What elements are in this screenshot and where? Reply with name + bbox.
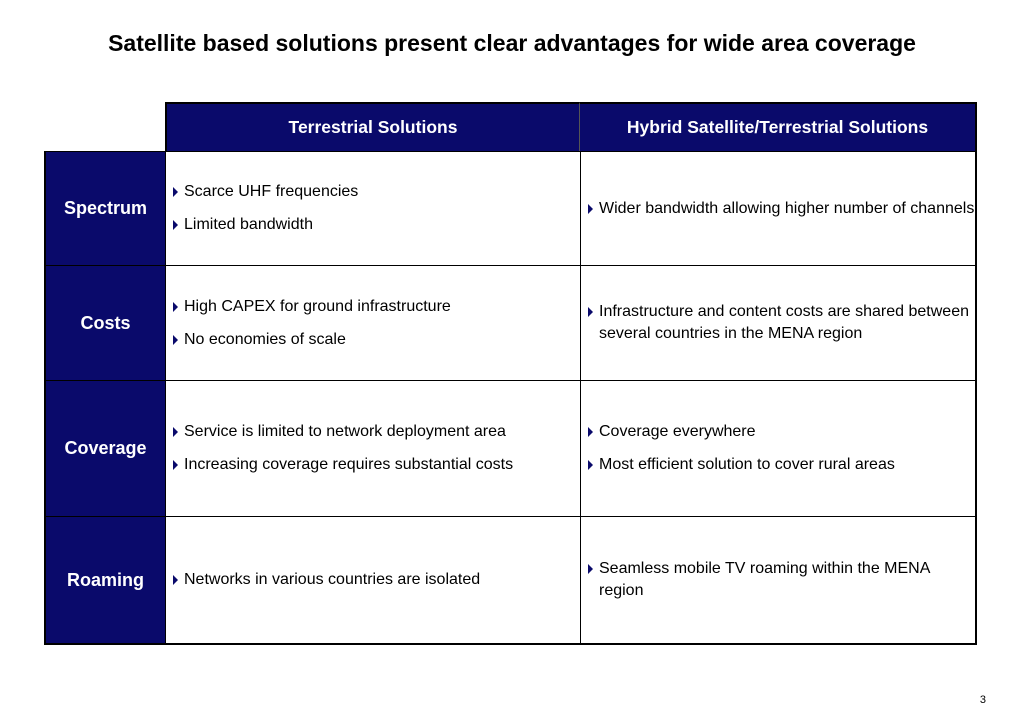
list-item: Infrastructure and content costs are shared between several countries in the MENA region <box>588 301 975 345</box>
cell-roaming-hybrid <box>580 516 977 645</box>
list-item: Increasing coverage requires substantial costs <box>173 454 580 476</box>
triangle-right-icon <box>588 564 593 574</box>
list-item: Wider bandwidth allowing higher number of channels <box>588 198 975 220</box>
row-header-coverage: Coverage <box>44 380 165 516</box>
row-header-spectrum: Spectrum <box>44 151 165 265</box>
table-corner <box>44 102 165 151</box>
cell-costs-hybrid <box>580 265 977 380</box>
cell-coverage-hybrid <box>580 380 977 516</box>
cell-roaming-terrestrial <box>165 516 580 645</box>
triangle-right-icon <box>588 204 593 214</box>
triangle-right-icon <box>588 427 593 437</box>
list-item: Seamless mobile TV roaming within the MENA region <box>588 558 975 602</box>
page-number: 3 <box>979 694 986 706</box>
triangle-right-icon <box>173 302 178 312</box>
column-header-hybrid: Hybrid Satellite/Terrestrial Solutions <box>580 102 977 151</box>
cell-coverage-terrestrial <box>165 380 580 516</box>
triangle-right-icon <box>173 220 178 230</box>
column-header-terrestrial: Terrestrial Solutions <box>165 102 580 151</box>
cell-spectrum-terrestrial <box>165 151 580 265</box>
cell-spectrum-hybrid <box>580 151 977 265</box>
list-item: Networks in various countries are isolated <box>173 569 580 591</box>
triangle-right-icon <box>173 575 178 585</box>
comparison-table <box>44 102 977 645</box>
row-header-costs: Costs <box>44 265 165 380</box>
triangle-right-icon <box>173 187 178 197</box>
list-item: Coverage everywhere <box>588 421 975 443</box>
list-item: High CAPEX for ground infrastructure <box>173 296 580 318</box>
triangle-right-icon <box>173 460 178 470</box>
triangle-right-icon <box>173 335 178 345</box>
slide-title: Satellite based solutions present clear advantages for wide area coverage <box>108 30 916 56</box>
list-item: Most efficient solution to cover rural areas <box>588 454 975 476</box>
list-item: Scarce UHF frequencies <box>173 181 580 203</box>
triangle-right-icon <box>173 427 178 437</box>
list-item: Limited bandwidth <box>173 214 580 236</box>
triangle-right-icon <box>588 307 593 317</box>
cell-costs-terrestrial <box>165 265 580 380</box>
triangle-right-icon <box>588 460 593 470</box>
row-header-roaming: Roaming <box>44 516 165 645</box>
list-item: Service is limited to network deployment area <box>173 421 580 443</box>
list-item: No economies of scale <box>173 329 580 351</box>
